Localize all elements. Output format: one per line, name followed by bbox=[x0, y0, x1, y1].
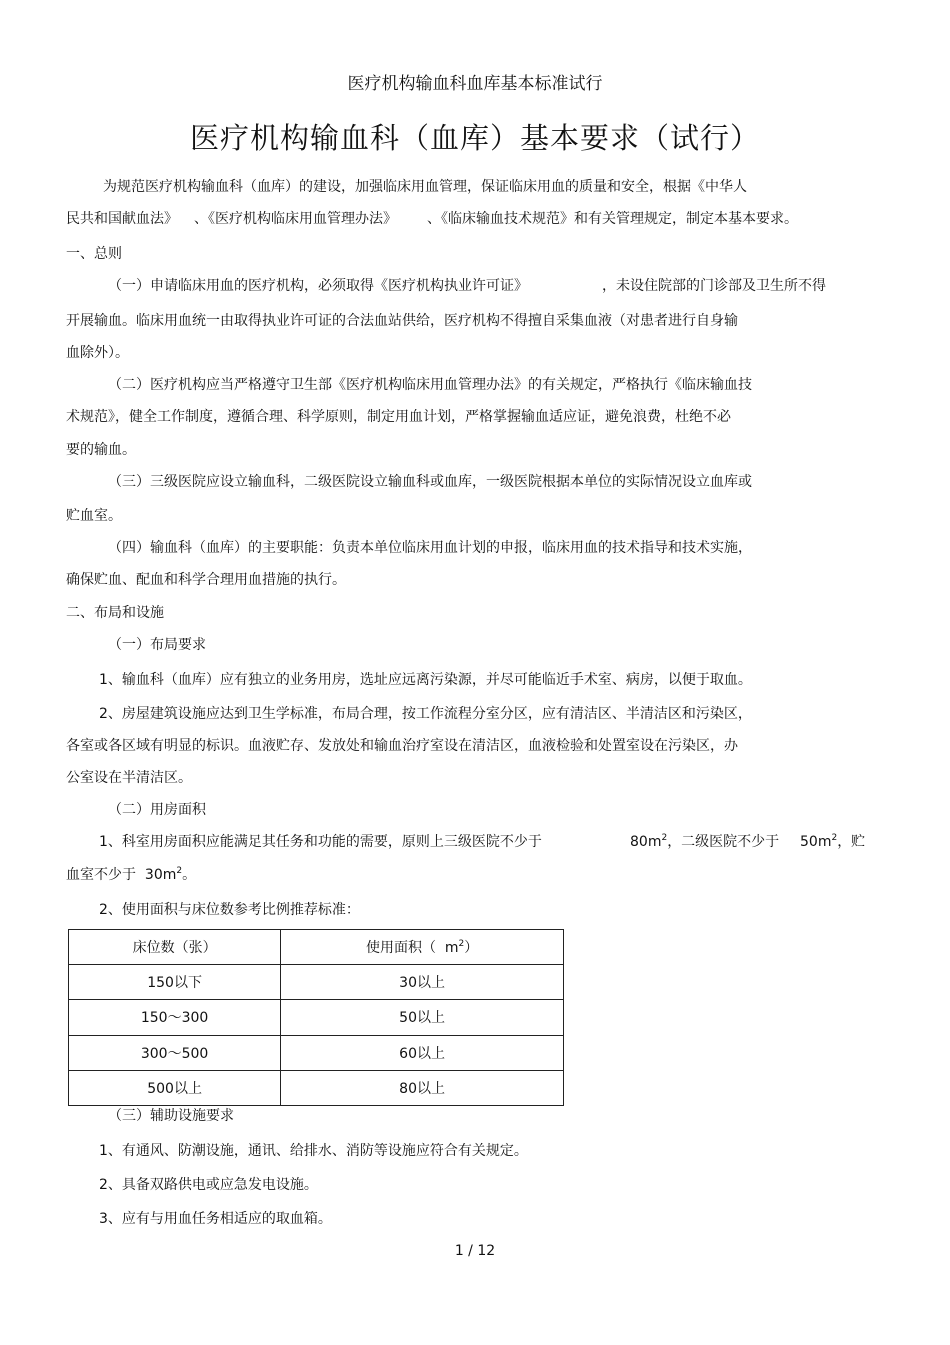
intro-line-2c: 、《临床输血技术规范》和有关管理规定，制定本基本要求。 bbox=[427, 211, 798, 227]
area-item-1-line-2: 血室不少于 $30m^2$。 bbox=[66, 866, 197, 883]
area-cell: 30以上 bbox=[281, 965, 564, 1000]
para-4-line-1: （四）输血科（血库）的主要职能：负责本单位临床用血计划的申报，临床用血的技术指导和技术实施， bbox=[108, 540, 752, 556]
layout-item-2-line-2: 各室或各区域有明显的标识。血液贮存、发放处和输血治疗室设在清洁区，血液检验和处置室设在污染区，办 bbox=[66, 738, 738, 754]
layout-item-2-line-1: 2、房屋建筑设施应达到卫生学标准，布局合理，按工作流程分室分区，应有清洁区、半清洁区和污染区， bbox=[99, 706, 752, 722]
area-value-50: $50m^2$，贮 bbox=[800, 833, 866, 850]
section-heading-1: 一、总则 bbox=[66, 246, 122, 262]
para-2-line-3: 要的输血。 bbox=[66, 442, 136, 458]
facility-item-3: 3、应有与用血任务相适应的取血箱。 bbox=[99, 1211, 332, 1227]
beds-cell: 300～500 bbox=[69, 1035, 281, 1070]
para-1-line-1a: （一）申请临床用血的医疗机构，必须取得《医疗机构执业许可证》 bbox=[108, 278, 528, 294]
section-heading-2: 二、布局和设施 bbox=[66, 605, 164, 621]
subsection-heading-1: （一）布局要求 bbox=[108, 637, 206, 653]
para-3-line-1: （三）三级医院应设立输血科，二级医院设立输血科或血库，一级医院根据本单位的实际情况设立血库或 bbox=[108, 474, 752, 490]
layout-item-2-line-3: 公室设在半清洁区。 bbox=[66, 770, 192, 786]
table-row bbox=[69, 1035, 564, 1070]
area-standard-table bbox=[68, 929, 564, 1106]
para-1-line-2: 开展输血。临床用血统一由取得执业许可证的合法血站供给，医疗机构不得擅自采集血液（对患者进行自身输 bbox=[66, 313, 738, 329]
para-4-line-2: 确保贮血、配血和科学合理用血措施的执行。 bbox=[66, 572, 346, 588]
beds-cell: 150～300 bbox=[69, 1000, 281, 1035]
intro-line-2b: 、《医疗机构临床用血管理办法》 bbox=[194, 211, 397, 227]
intro-line-2a: 民共和国献血法》 bbox=[66, 211, 178, 227]
column-header-beds: 床位数（张） bbox=[69, 930, 281, 965]
beds-cell: 500以上 bbox=[69, 1070, 281, 1105]
area-cell: 60以上 bbox=[281, 1035, 564, 1070]
para-2-line-1: （二）医疗机构应当严格遵守卫生部《医疗机构临床用血管理办法》的有关规定，严格执行《临床输血技 bbox=[108, 377, 752, 393]
area-value-80: $80m^2$，二级医院不少于 bbox=[630, 833, 780, 850]
layout-item-1: 1、输血科（血库）应有独立的业务用房，选址应远离污染源，并尽可能临近手术室、病房，以便于取血。 bbox=[99, 672, 752, 688]
para-1-line-1b: ，未设住院部的门诊部及卫生所不得 bbox=[602, 278, 826, 294]
table-row bbox=[69, 1070, 564, 1105]
subsection-heading-2: （二）用房面积 bbox=[108, 802, 206, 818]
document-title: 医疗机构输血科（血库）基本要求（试行） bbox=[189, 121, 760, 155]
para-2-line-2: 术规范》，健全工作制度，遵循合理、科学原则，制定用血计划，严格掌握输血适应证，避免浪费，杜绝不必 bbox=[66, 409, 731, 425]
running-header: 医疗机构输血科血库基本标准试行 bbox=[347, 74, 603, 94]
area-cell: 50以上 bbox=[281, 1000, 564, 1035]
beds-cell: 150以下 bbox=[69, 965, 281, 1000]
area-item-1-line-1: 1、科室用房面积应能满足其任务和功能的需要，原则上三级医院不少于 bbox=[99, 834, 542, 850]
intro-line-1: 为规范医疗机构输血科（血库）的建设，加强临床用血管理，保证临床用血的质量和安全，根据《中华人 bbox=[103, 179, 747, 195]
area-item-2: 2、使用面积与床位数参考比例推荐标准： bbox=[99, 902, 360, 918]
page-number: 1 / 12 bbox=[454, 1243, 496, 1259]
table-row bbox=[69, 1000, 564, 1035]
table-header-row bbox=[69, 930, 564, 965]
subsection-heading-3: （三）辅助设施要求 bbox=[108, 1108, 234, 1124]
facility-item-1: 1、有通风、防潮设施，通讯、给排水、消防等设施应符合有关规定。 bbox=[99, 1143, 528, 1159]
para-3-line-2: 贮血室。 bbox=[66, 508, 122, 524]
area-cell: 80以上 bbox=[281, 1070, 564, 1105]
para-1-line-3: 血除外）。 bbox=[66, 345, 129, 361]
column-header-area: 使用面积（ $m^2$） bbox=[281, 930, 564, 965]
facility-item-2: 2、具备双路供电或应急发电设施。 bbox=[99, 1177, 318, 1193]
table-row bbox=[69, 965, 564, 1000]
